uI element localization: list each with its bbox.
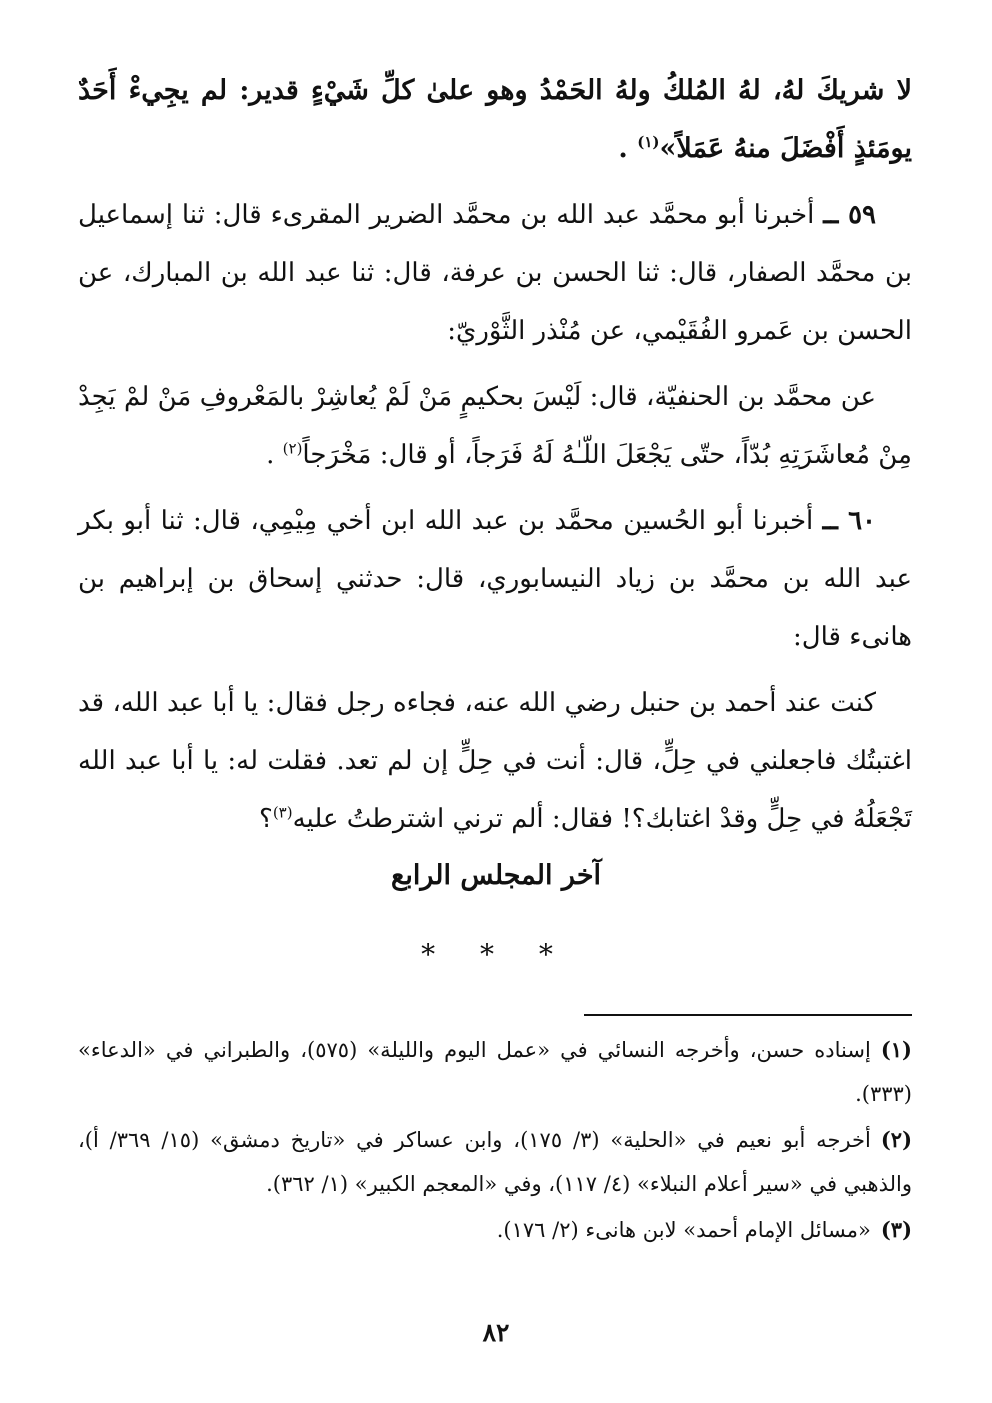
star-separator: * * *	[421, 938, 571, 971]
footnote-1: (١)إسناده حسن، وأخرجه النسائي في «عمل اليوم والليلة» (٥٧٥)، والطبراني في «الدعاء» (٣٣٣).	[78, 1037, 912, 1106]
footnote-ref-3[interactable]: (٣)	[272, 803, 293, 822]
footnote-rule	[584, 1014, 912, 1016]
main-text	[78, 62, 912, 856]
footnote-ref-2[interactable]: (٢)	[282, 439, 303, 458]
hadith-60-isnad: ٦٠ ــ أخبرنا أبو الحُسين محمَّد بن عبد الله ابن أخي مِيْمِي، قال: ثنا أبو بكر عبد الله بن محمَّد بن زياد النيسابوري، قال: حدثني إسحاق بن إبراهيم بن هانىء قال:	[78, 506, 912, 652]
hadith-number: ٦٠ ــ	[822, 506, 877, 536]
section-end-heading: آخر المجلس الرابع	[390, 860, 602, 891]
hadith-number: ٥٩ ــ	[823, 200, 877, 230]
hadith-59-matn: عن محمَّد بن الحنفيّة، قال: لَيْسَ بحكيمٍ مَنْ لَمْ يُعاشِرْ بالمَعْروفِ مَنْ لمْ يَجِدْ مِنْ مُعاشَرَتِهِ بُدّاً، حتّى يَجْعَلَ اللّـٰهُ لَهُ فَرَجاً، أو قال: مَخْرَجاً$^{(٢)}$ .	[78, 382, 912, 470]
footnote-3: (٣)«مسائل الإمام أحمد» لابن هانىء (٢/ ١٧٦).	[496, 1217, 912, 1242]
footnote-number: (١)	[880, 1037, 912, 1062]
page-number: ٨٢	[482, 1318, 510, 1347]
footnote-number: (٣)	[880, 1217, 912, 1242]
hadith-60-matn: كنت عند أحمد بن حنبل رضي الله عنه، فجاءه رجل فقال: يا أبا عبد الله، قد اغتبتُك فاجعلني في حِلٍّ، قال: أنت في حِلٍّ إن لم تعد. فقلت له: يا أبا عبد الله تَجْعَلُهُ في حِلٍّ وقدْ اغتابك؟! فقال: ألم ترني اشترطتُ عليه$^{(٣)}$؟	[78, 688, 912, 834]
paragraph-continuation: لا شريكَ لهُ، لهُ المُلكُ ولهُ الحَمْدُ وهو علىٰ كلِّ شَيْءٍ قدير: لم يجِيءْ أَحَدٌ يومَئذٍ أَفْضَلَ منهُ عَمَلاً»$^{(١)}$ .	[78, 75, 912, 164]
footnote-ref-1[interactable]: (١)	[637, 133, 660, 151]
hadith-59-isnad: ٥٩ ــ أخبرنا أبو محمَّد عبد الله بن محمَّد الضرير المقرىء قال: ثنا إسماعيل بن محمَّد الصفار، قال: ثنا الحسن بن عرفة، قال: ثنا عبد الله بن المبارك، عن الحسن بن عَمرو الفُقَيْمي، عن مُنْذر الثَّوْريّ:	[78, 200, 912, 346]
footnote-number: (٢)	[880, 1127, 912, 1152]
footnotes	[78, 1028, 912, 1254]
footnote-2: (٢)أخرجه أبو نعيم في «الحلية» (٣/ ١٧٥)، وابن عساكر في «تاريخ دمشق» (١٥/ ٣٦٩/ أ)، والذهبي في «سير أعلام النبلاء» (٤/ ١١٧)، وفي «المعجم الكبير» (١/ ٣٦٢).	[78, 1127, 912, 1196]
